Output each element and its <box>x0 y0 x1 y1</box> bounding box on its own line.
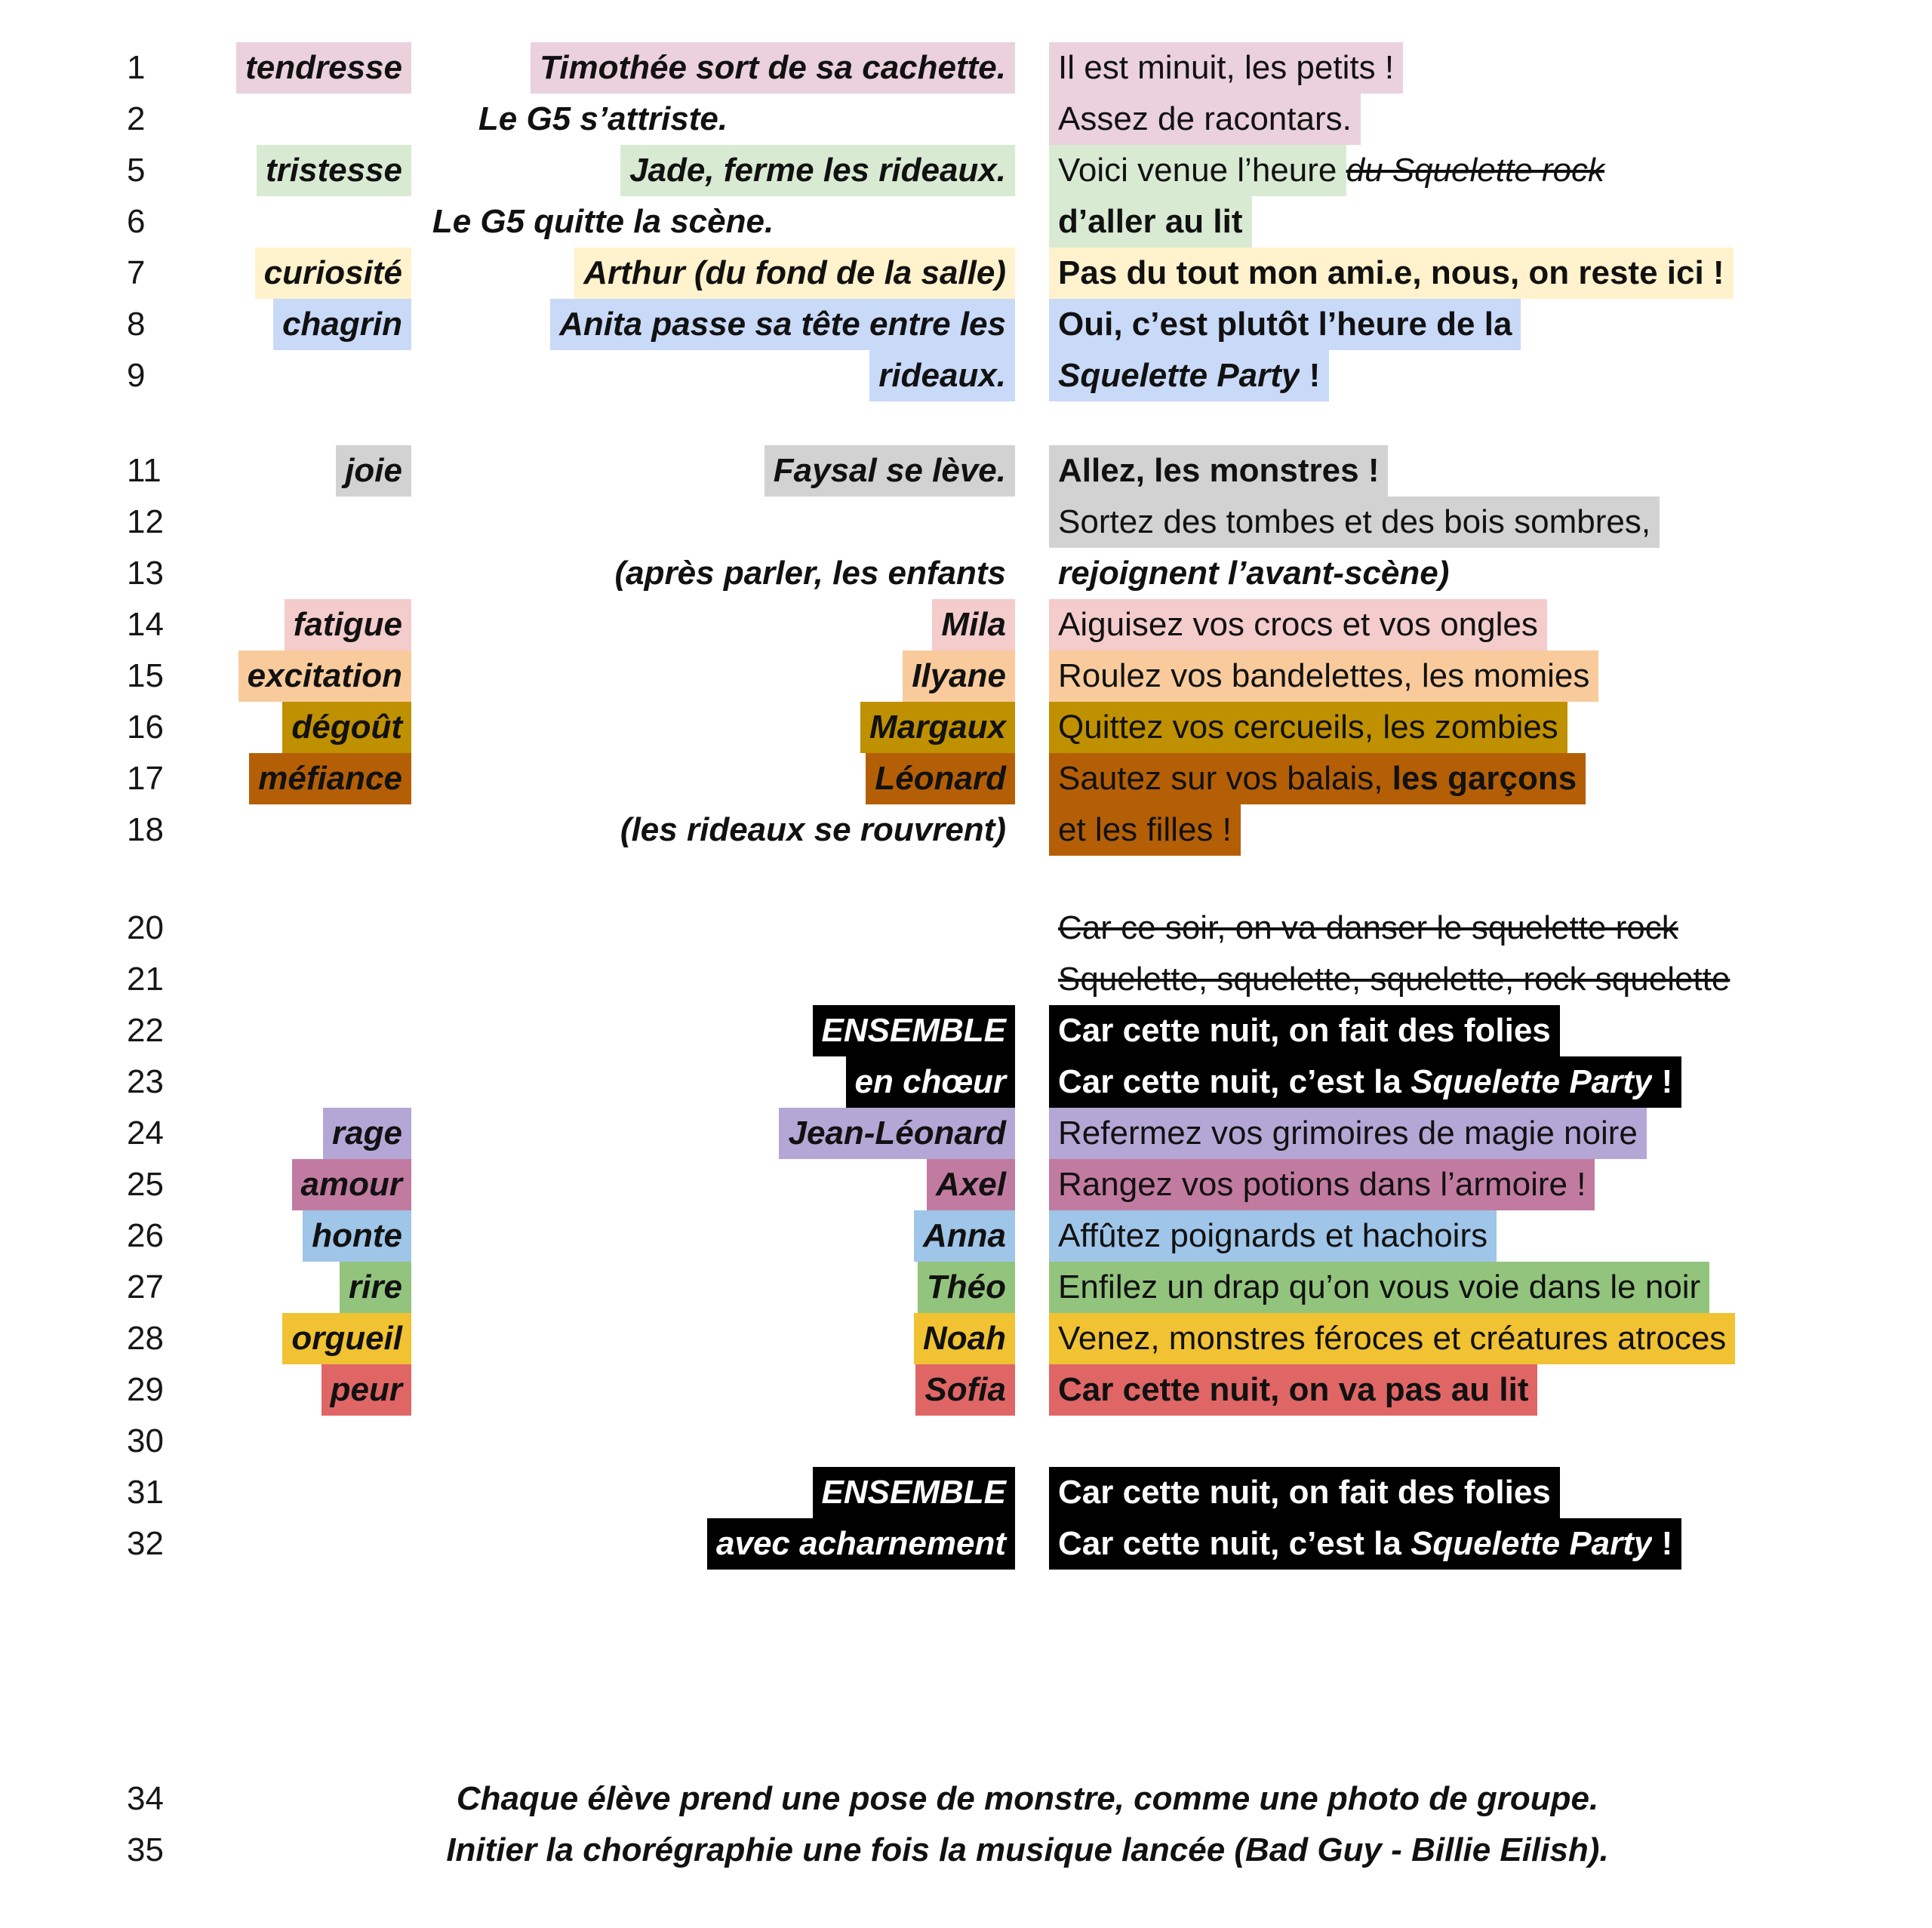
emotion-cell <box>191 599 411 650</box>
highlighted-text: Allez, les monstres ! <box>1049 445 1388 497</box>
highlighted-text: Noah <box>914 1313 1015 1364</box>
line-number: 14 <box>127 606 164 643</box>
stage-cell <box>411 1210 1015 1262</box>
text-run: du Squelette rock <box>1346 152 1605 189</box>
line-number: 27 <box>127 1268 164 1305</box>
script-row <box>127 1518 1864 1570</box>
stage-direction-cell <box>191 196 1015 248</box>
highlighted-text: chagrin <box>273 299 411 350</box>
highlighted-text: honte <box>303 1210 411 1262</box>
text-run: rejoignent l’avant-scène) <box>1058 555 1450 592</box>
stage-cell <box>411 1159 1015 1210</box>
stage-cell <box>411 1518 1015 1570</box>
line-number: 13 <box>127 555 164 592</box>
highlighted-text: rage <box>323 1108 411 1159</box>
highlighted-text: Car cette nuit, on fait des folies <box>1049 1005 1560 1056</box>
emotion-cell <box>191 753 411 804</box>
dialogue-cell <box>1015 1159 1864 1210</box>
script-row <box>127 599 1864 650</box>
script-row <box>127 497 1864 548</box>
highlighted-text: tendresse <box>236 42 411 94</box>
emotion-cell <box>191 42 411 94</box>
dialogue-cell <box>1015 1210 1864 1262</box>
stage-cell <box>411 1364 1015 1416</box>
dialogue-cell <box>1015 1108 1864 1159</box>
highlighted-text: Aiguisez vos crocs et vos ongles <box>1049 599 1547 650</box>
dialogue-cell <box>1015 145 1864 196</box>
highlighted-text: Jade, ferme les rideaux. <box>620 145 1015 196</box>
line-number: 7 <box>127 254 146 291</box>
line-number: 22 <box>127 1012 164 1049</box>
highlighted-text: Oui, c’est plutôt l’heure de la <box>1049 299 1521 350</box>
stage-cell <box>411 702 1015 753</box>
stage-cell <box>411 1313 1015 1364</box>
script-row <box>127 1005 1864 1056</box>
line-number: 21 <box>127 961 164 998</box>
text-run: (après parler, les enfants <box>614 555 1006 592</box>
line-number: 31 <box>127 1474 164 1511</box>
stage-cell <box>411 350 1015 401</box>
line-number: 34 <box>127 1780 164 1817</box>
highlighted-text: Théo <box>918 1262 1015 1313</box>
highlighted-text: Axel <box>927 1159 1015 1210</box>
highlighted-text: amour <box>292 1159 411 1210</box>
dialogue-cell <box>1015 1518 1864 1570</box>
line-number: 17 <box>127 760 164 797</box>
highlighted-text: orgueil <box>282 1313 411 1364</box>
emotion-cell <box>191 1262 411 1313</box>
dialogue-cell <box>1015 350 1864 401</box>
dialogue-cell <box>1015 650 1864 702</box>
highlighted-text: rire <box>340 1262 411 1313</box>
highlighted-text: excitation <box>238 650 411 702</box>
script-row <box>127 94 1864 145</box>
highlighted-text: Sautez sur vos balais, <box>1049 753 1392 804</box>
highlighted-text: ENSEMBLE <box>813 1467 1015 1518</box>
script-row <box>127 1108 1864 1159</box>
highlighted-text: Léonard <box>866 753 1015 804</box>
highlighted-text: Quittez vos cercueils, les zombies <box>1049 702 1567 753</box>
line-number: 16 <box>127 709 164 746</box>
highlighted-text: tristesse <box>257 145 411 196</box>
emotion-cell <box>191 248 411 299</box>
highlighted-text: rideaux. <box>869 350 1015 401</box>
row-block <box>127 445 1864 856</box>
highlighted-text: Mila <box>932 599 1015 650</box>
line-number: 11 <box>127 452 162 489</box>
highlighted-text: joie <box>336 445 411 497</box>
stage-cell <box>411 445 1015 497</box>
script-row <box>127 650 1864 702</box>
stage-cell <box>411 804 1015 856</box>
emotion-cell <box>191 299 411 350</box>
script-row <box>127 753 1864 804</box>
line-number: 25 <box>127 1166 164 1203</box>
script-row <box>127 1313 1864 1364</box>
highlighted-text: ! <box>1300 350 1329 401</box>
line-number: 32 <box>127 1525 164 1562</box>
script-row <box>127 1825 1864 1876</box>
emotion-cell <box>191 1159 411 1210</box>
highlighted-text: avec acharnement <box>707 1518 1015 1570</box>
dialogue-cell <box>1015 1262 1864 1313</box>
text-run: Squelette, squelette, squelette, rock squelette <box>1058 961 1730 998</box>
dialogue-cell <box>1015 804 1864 856</box>
highlighted-text: Anna <box>914 1210 1015 1262</box>
highlighted-text: fatigue <box>285 599 411 650</box>
script-row <box>127 350 1864 401</box>
line-number: 1 <box>127 49 146 86</box>
script-row <box>127 1262 1864 1313</box>
dialogue-cell <box>1015 702 1864 753</box>
dialogue-cell <box>1015 1313 1864 1364</box>
script-row <box>127 548 1864 599</box>
stage-cell <box>411 145 1015 196</box>
line-number: 6 <box>127 203 146 240</box>
line-number: 35 <box>127 1831 164 1868</box>
highlighted-text: Enfilez un drap qu’on vous voie dans le noir <box>1049 1262 1709 1313</box>
dialogue-cell <box>1015 497 1864 548</box>
highlighted-text: Car cette nuit, on fait des folies <box>1049 1467 1560 1518</box>
line-number: 23 <box>127 1063 164 1100</box>
line-number: 29 <box>127 1371 164 1408</box>
script-table <box>127 42 1864 1876</box>
highlighted-text: Squelette Party <box>1411 1518 1652 1570</box>
highlighted-text: Anita passe sa tête entre les <box>550 299 1015 350</box>
highlighted-text: curiosité <box>255 248 411 299</box>
highlighted-text: Squelette Party <box>1411 1056 1652 1108</box>
dialogue-cell <box>1015 248 1864 299</box>
row-block <box>127 42 1864 401</box>
line-number: 2 <box>127 100 146 137</box>
script-row <box>127 1364 1864 1416</box>
highlighted-text: Rangez vos potions dans l’armoire ! <box>1049 1159 1595 1210</box>
text-run: Chaque élève prend une pose de monstre, comme une photo de groupe. <box>456 1780 1599 1817</box>
line-number: 30 <box>127 1422 164 1459</box>
line-number: 18 <box>127 811 164 848</box>
emotion-cell <box>191 445 411 497</box>
script-row <box>127 1056 1864 1108</box>
highlighted-text: et les filles ! <box>1049 804 1241 856</box>
script-row <box>127 804 1864 856</box>
highlighted-text: Car cette nuit, c’est la <box>1049 1518 1411 1570</box>
highlighted-text: Sofia <box>915 1364 1015 1416</box>
dialogue-cell <box>1015 753 1864 804</box>
script-row <box>127 299 1864 350</box>
row-block <box>127 903 1864 1570</box>
emotion-cell <box>191 1364 411 1416</box>
highlighted-text: Assez de racontars. <box>1049 94 1361 145</box>
highlighted-text: ! <box>1652 1056 1681 1108</box>
highlighted-text: Venez, monstres féroces et créatures atroces <box>1049 1313 1735 1364</box>
stage-cell <box>411 650 1015 702</box>
line-number: 28 <box>127 1320 164 1357</box>
text-run: Initier la chorégraphie une fois la musique lancée (Bad Guy - Billie Eilish). <box>446 1831 1609 1868</box>
script-row <box>127 1159 1864 1210</box>
highlighted-text: Margaux <box>860 702 1015 753</box>
dialogue-cell <box>1015 1364 1864 1416</box>
script-row <box>127 702 1864 753</box>
highlighted-text: Refermez vos grimoires de magie noire <box>1049 1108 1647 1159</box>
highlighted-text: Il est minuit, les petits ! <box>1049 42 1403 94</box>
emotion-cell <box>191 702 411 753</box>
script-row <box>127 42 1864 94</box>
script-row <box>127 1773 1864 1825</box>
emotion-cell <box>191 1210 411 1262</box>
dialogue-cell <box>1015 548 1864 599</box>
highlighted-text: Squelette Party <box>1049 350 1300 401</box>
script-row <box>127 1416 1864 1467</box>
dialogue-cell <box>1015 1056 1864 1108</box>
dialogue-cell <box>1015 299 1864 350</box>
highlighted-text: Affûtez poignards et hachoirs <box>1049 1210 1497 1262</box>
line-number: 26 <box>127 1217 164 1254</box>
dialogue-cell <box>1015 903 1864 954</box>
highlighted-text: les garçons <box>1392 753 1586 804</box>
stage-cell <box>411 1056 1015 1108</box>
text-run: Le G5 s’attriste. <box>478 100 728 137</box>
highlighted-text: ENSEMBLE <box>813 1005 1015 1056</box>
highlighted-text: Car cette nuit, on va pas au lit <box>1049 1364 1537 1416</box>
stage-cell <box>411 1467 1015 1518</box>
script-row <box>127 248 1864 299</box>
highlighted-text: Jean-Léonard <box>779 1108 1015 1159</box>
script-row <box>127 1467 1864 1518</box>
stage-cell <box>411 1108 1015 1159</box>
stage-cell <box>411 42 1015 94</box>
emotion-cell <box>191 1313 411 1364</box>
dialogue-cell <box>1015 599 1864 650</box>
text-run: (les rideaux se rouvrent) <box>620 811 1006 848</box>
script-row <box>127 445 1864 497</box>
dialogue-cell <box>1015 954 1864 1005</box>
dialogue-cell <box>1015 94 1864 145</box>
stage-cell <box>411 548 1015 599</box>
stage-cell <box>411 299 1015 350</box>
line-number: 24 <box>127 1115 164 1152</box>
highlighted-text: Ilyane <box>903 650 1015 702</box>
highlighted-text: méfiance <box>249 753 411 804</box>
footer-note-cell <box>191 1825 1864 1876</box>
line-number: 8 <box>127 306 146 343</box>
stage-cell <box>411 248 1015 299</box>
emotion-cell <box>191 650 411 702</box>
dialogue-cell <box>1015 445 1864 497</box>
text-run: Car ce soir, on va danser le squelette rock <box>1058 909 1678 946</box>
text-run: Le G5 quitte la scène. <box>432 203 774 240</box>
highlighted-text: Sortez des tombes et des bois sombres, <box>1049 497 1660 548</box>
dialogue-cell <box>1015 1005 1864 1056</box>
dialogue-cell <box>1015 42 1864 94</box>
highlighted-text: dégoût <box>282 702 411 753</box>
script-row <box>127 145 1864 196</box>
stage-cell <box>411 1262 1015 1313</box>
highlighted-text: peur <box>321 1364 411 1416</box>
highlighted-text: Car cette nuit, c’est la <box>1049 1056 1411 1108</box>
emotion-cell <box>191 1108 411 1159</box>
highlighted-text: Voici venue l’heure <box>1049 145 1346 196</box>
highlighted-text: Roulez vos bandelettes, les momies <box>1049 650 1598 702</box>
line-number: 20 <box>127 909 164 946</box>
dialogue-cell <box>1015 1467 1864 1518</box>
script-row <box>127 954 1864 1005</box>
footer-note-cell <box>191 1773 1864 1825</box>
script-row <box>127 903 1864 954</box>
script-row <box>127 196 1864 248</box>
line-number: 5 <box>127 152 146 189</box>
highlighted-text: Faysal se lève. <box>764 445 1015 497</box>
highlighted-text: d’aller au lit <box>1049 196 1252 248</box>
stage-cell <box>411 1005 1015 1056</box>
dialogue-cell <box>1015 196 1864 248</box>
line-number: 15 <box>127 657 164 694</box>
script-row <box>127 1210 1864 1262</box>
highlighted-text: Arthur (du fond de la salle) <box>574 248 1015 299</box>
line-number: 9 <box>127 357 146 394</box>
highlighted-text: Timothée sort de sa cachette. <box>531 42 1015 94</box>
highlighted-text: Pas du tout mon ami.e, nous, on reste ici ! <box>1049 248 1734 299</box>
stage-cell <box>411 599 1015 650</box>
row-block <box>127 1773 1864 1876</box>
stage-direction-cell <box>191 94 1015 145</box>
emotion-cell <box>191 145 411 196</box>
stage-cell <box>411 753 1015 804</box>
highlighted-text: ! <box>1652 1518 1681 1570</box>
line-number: 12 <box>127 503 164 540</box>
highlighted-text: en chœur <box>846 1056 1015 1108</box>
